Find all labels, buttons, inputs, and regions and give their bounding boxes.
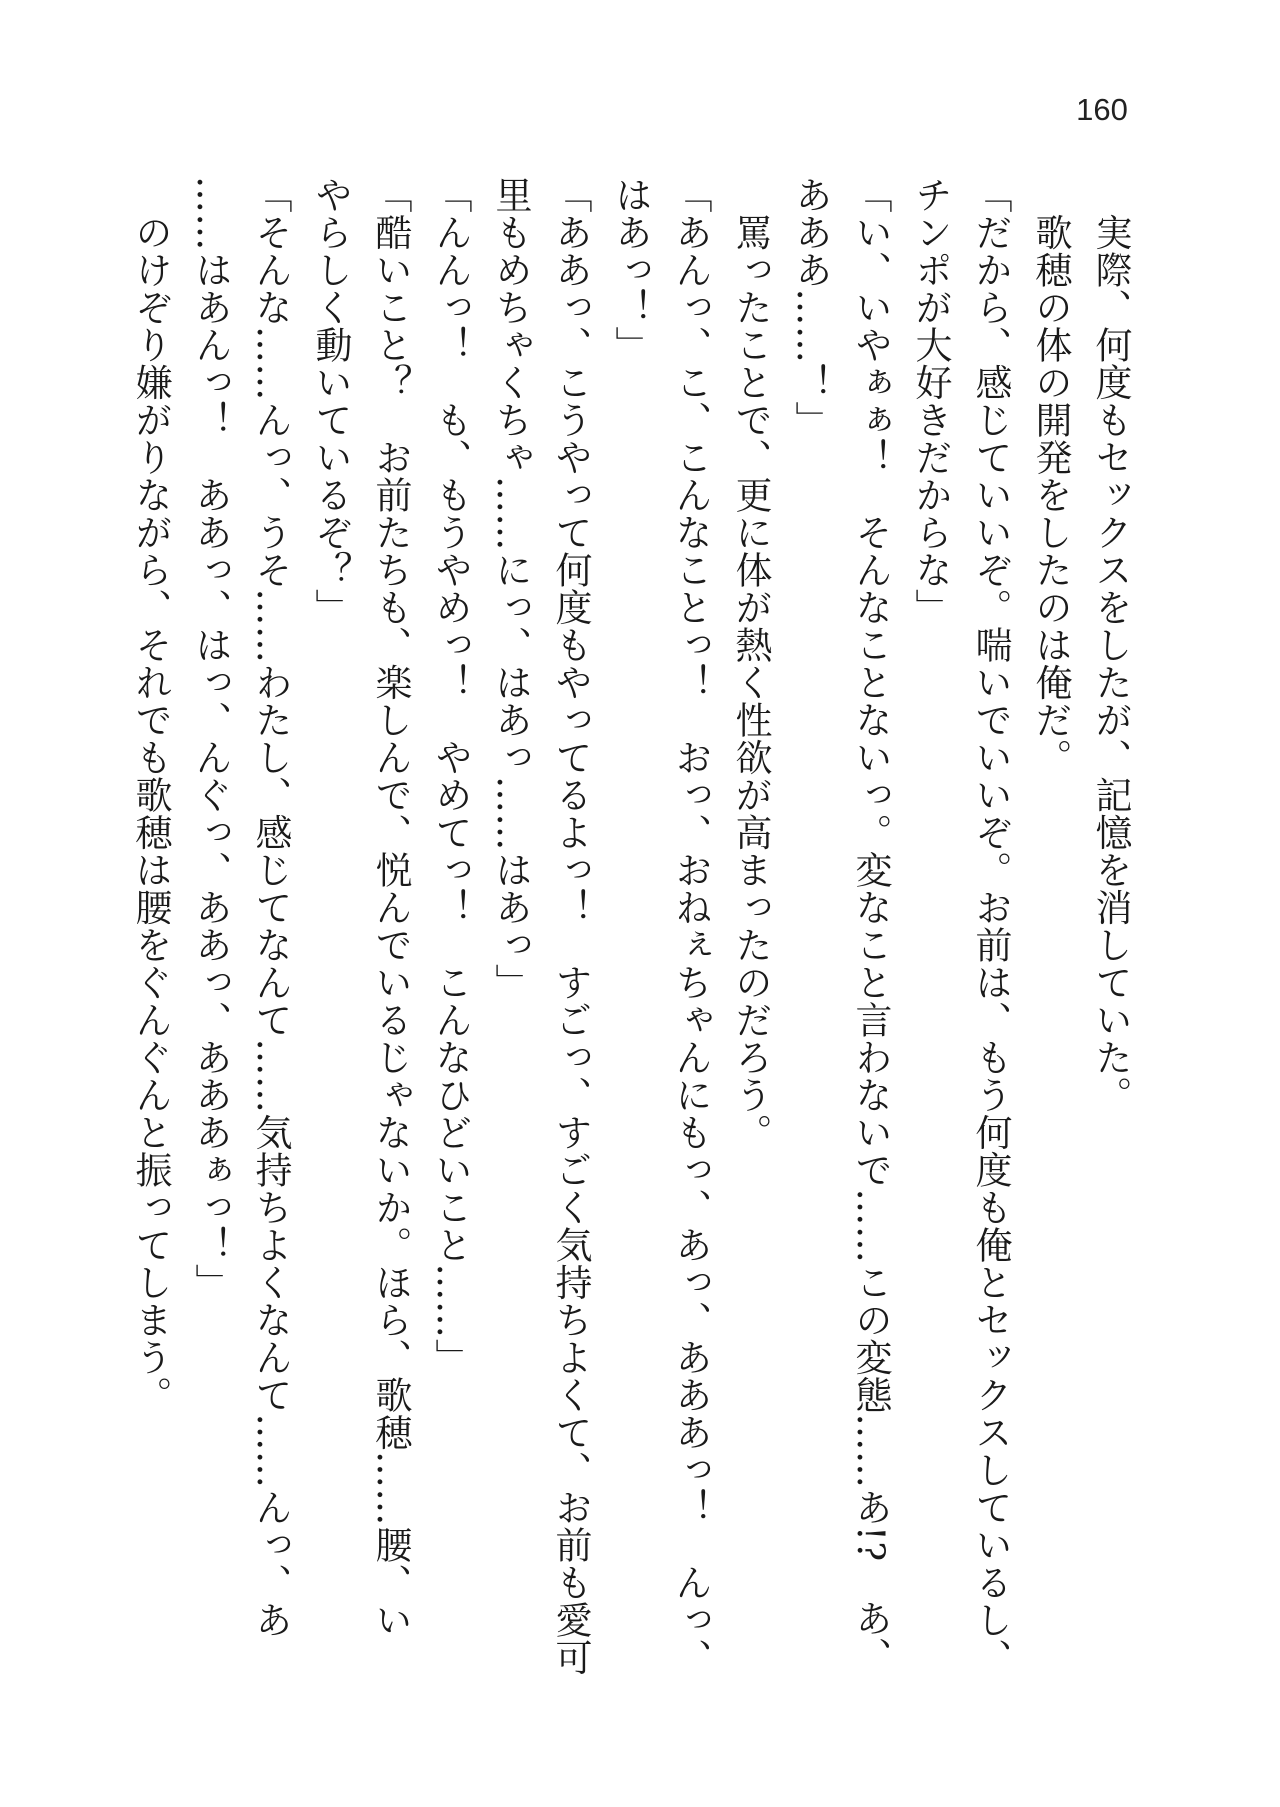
vertical-text-body — [120, 176, 1140, 1736]
text-line: 「あんっ、こ、こんなことっ！ おっ、おねぇちゃんにもっ、あっ、あああっ！ んっ、 — [669, 176, 712, 1676]
text-line: やらしく動いているぞ？」 — [309, 176, 352, 626]
text-line: 実際、何度もセックスをしたが、記憶を消していた。 — [1089, 176, 1132, 1114]
text-line: 「い、いやぁぁ！ そんなことないっ。変なこと言わないで……この変態……あ!? あ、 — [849, 176, 892, 1675]
text-line: 里もめちゃくちゃ……にっ、はあっ……はあっ」 — [489, 176, 532, 1001]
text-line: ……はあんっ！ ああっ、はっ、んぐっ、ああっ、あああぁっ！」 — [189, 176, 232, 1301]
text-line: 罵ったことで、更に体が熱く性欲が高まったのだろう。 — [729, 176, 772, 1151]
text-line: 「んんっ！ も、もうやめっ！ やめてっ！ こんなひどいこと……」 — [429, 176, 472, 1376]
text-line: はあっ！」 — [609, 176, 652, 364]
text-line: あああ……！」 — [789, 176, 832, 439]
text-line: 歌穂の体の開発をしたのは俺だ。 — [1029, 176, 1072, 776]
text-line: 「酷いこと？ お前たちも、楽しんで、悦んでいるじゃないか。ほら、歌穂……腰、い — [369, 176, 412, 1639]
text-line: のけぞり嫌がりながら、それでも歌穂は腰をぐんぐんと振ってしまう。 — [129, 176, 172, 1414]
text-line: 「ああっ、こうやって何度もやってるよっ！ すごっ、すごく気持ちよくて、お前も愛可 — [549, 176, 592, 1676]
text-line: 「だから、感じていいぞ。喘いでいいぞ。お前は、もう何度も俺とセックスしているし、 — [969, 176, 1012, 1676]
text-line: チンポが大好きだからな」 — [909, 176, 952, 626]
page-number: 160 — [1076, 92, 1128, 127]
text-line: 「そんな……んっ、うそ……わたし、感じてなんて……気持ちよくなんて……んっ、あ — [249, 176, 292, 1639]
